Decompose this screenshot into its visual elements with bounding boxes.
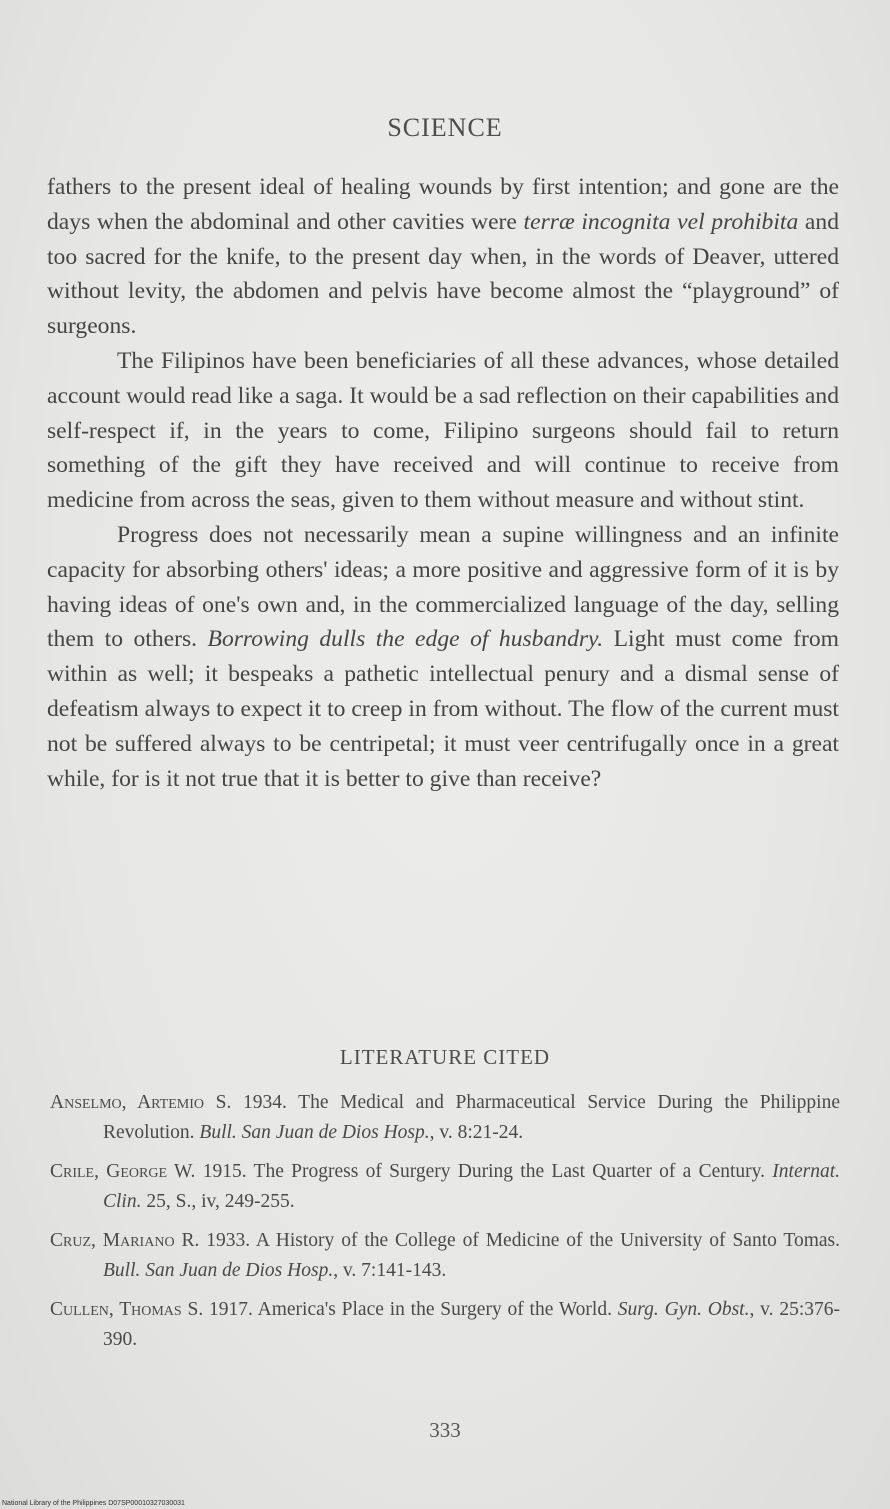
latin-phrase: terræ incognita vel prohibita bbox=[523, 208, 799, 235]
reference-item: Cruz, Mariano R. 1933. A History of the College of Medicine of the University of Santo Tomas. Bull. San Juan de Dios Hosp., v. 7:141-143. bbox=[50, 1230, 840, 1281]
reference-item: Crile, George W. 1915. The Progress of Surgery During the Last Quarter of a Century. Internat. Clin. 25, S., iv, 249-255. bbox=[50, 1161, 840, 1212]
reference-journal: Bull. San Juan de Dios Hosp. bbox=[103, 1260, 334, 1281]
scan-footer: National Library of the Philippines D07SP00010327030031 bbox=[2, 1500, 185, 1507]
reference-author: Cruz, Mariano R. bbox=[50, 1230, 200, 1251]
reference-list bbox=[50, 1088, 840, 1364]
reference-journal: Surg. Gyn. Obst. bbox=[617, 1299, 750, 1320]
literature-cited-heading: LITERATURE CITED bbox=[339, 1045, 551, 1069]
reference-author: Cullen, Thomas S. bbox=[50, 1299, 204, 1320]
reference-author: Crile, George W. bbox=[50, 1161, 196, 1182]
page-number: 333 bbox=[429, 1418, 461, 1442]
paragraph-1: fathers to the present ideal of healing wounds by first intention; and gone are the days when the abdominal and other cavities were terræ incognita vel prohibita and too sacred for the knife, to the present day when, in the words of Deaver, uttered without levity, the abdomen and pelvis have become almost the “playground” of surgeons. bbox=[47, 174, 839, 340]
reference-author: Anselmo, Artemio S. bbox=[50, 1092, 232, 1113]
paragraph-2: The Filipinos have been beneficiaries of all these advances, whose detailed account would read like a saga. It would be a sad reflection on their capabilities and self-respect if, in the years to come, Filipino surgeons should fail to return something of the gift they have received and will continue to receive from medicine from across the seas, given to them without measure and without stint. bbox=[47, 347, 839, 514]
body-text bbox=[47, 170, 839, 796]
reference-journal: Bull. San Juan de Dios Hosp. bbox=[199, 1122, 430, 1143]
reference-journal: Internat. Clin. bbox=[103, 1161, 840, 1212]
reference-item: Anselmo, Artemio S. 1934. The Medical and Pharmaceutical Service During the Philippine Revolution. Bull. San Juan de Dios Hosp., v. 8:21-24. bbox=[50, 1092, 840, 1143]
quotation-italic: Borrowing dulls the edge of husbandry. bbox=[207, 626, 604, 653]
running-header: SCIENCE bbox=[387, 113, 503, 142]
paragraph-3: Progress does not necessarily mean a supine willingness and an infinite capacity for absorbing others' ideas; a more positive and aggressive form of it is by having ideas of one's own and, in the commercialized language of the day, selling them to others. Borrowing dulls the edge of husbandry. Light must come from within as well; it bespeaks a pathetic intellectual penury and a dismal sense of defeatism always to expect it to creep in from without. The flow of the current must not be suffered always to be centripetal; it must veer centrifugally once in a great while, for is it not true that it is better to give than receive? bbox=[47, 521, 839, 792]
reference-item: Cullen, Thomas S. 1917. America's Place in the Surgery of the World. Surg. Gyn. Obst., v. 25:376-390. bbox=[50, 1299, 840, 1350]
